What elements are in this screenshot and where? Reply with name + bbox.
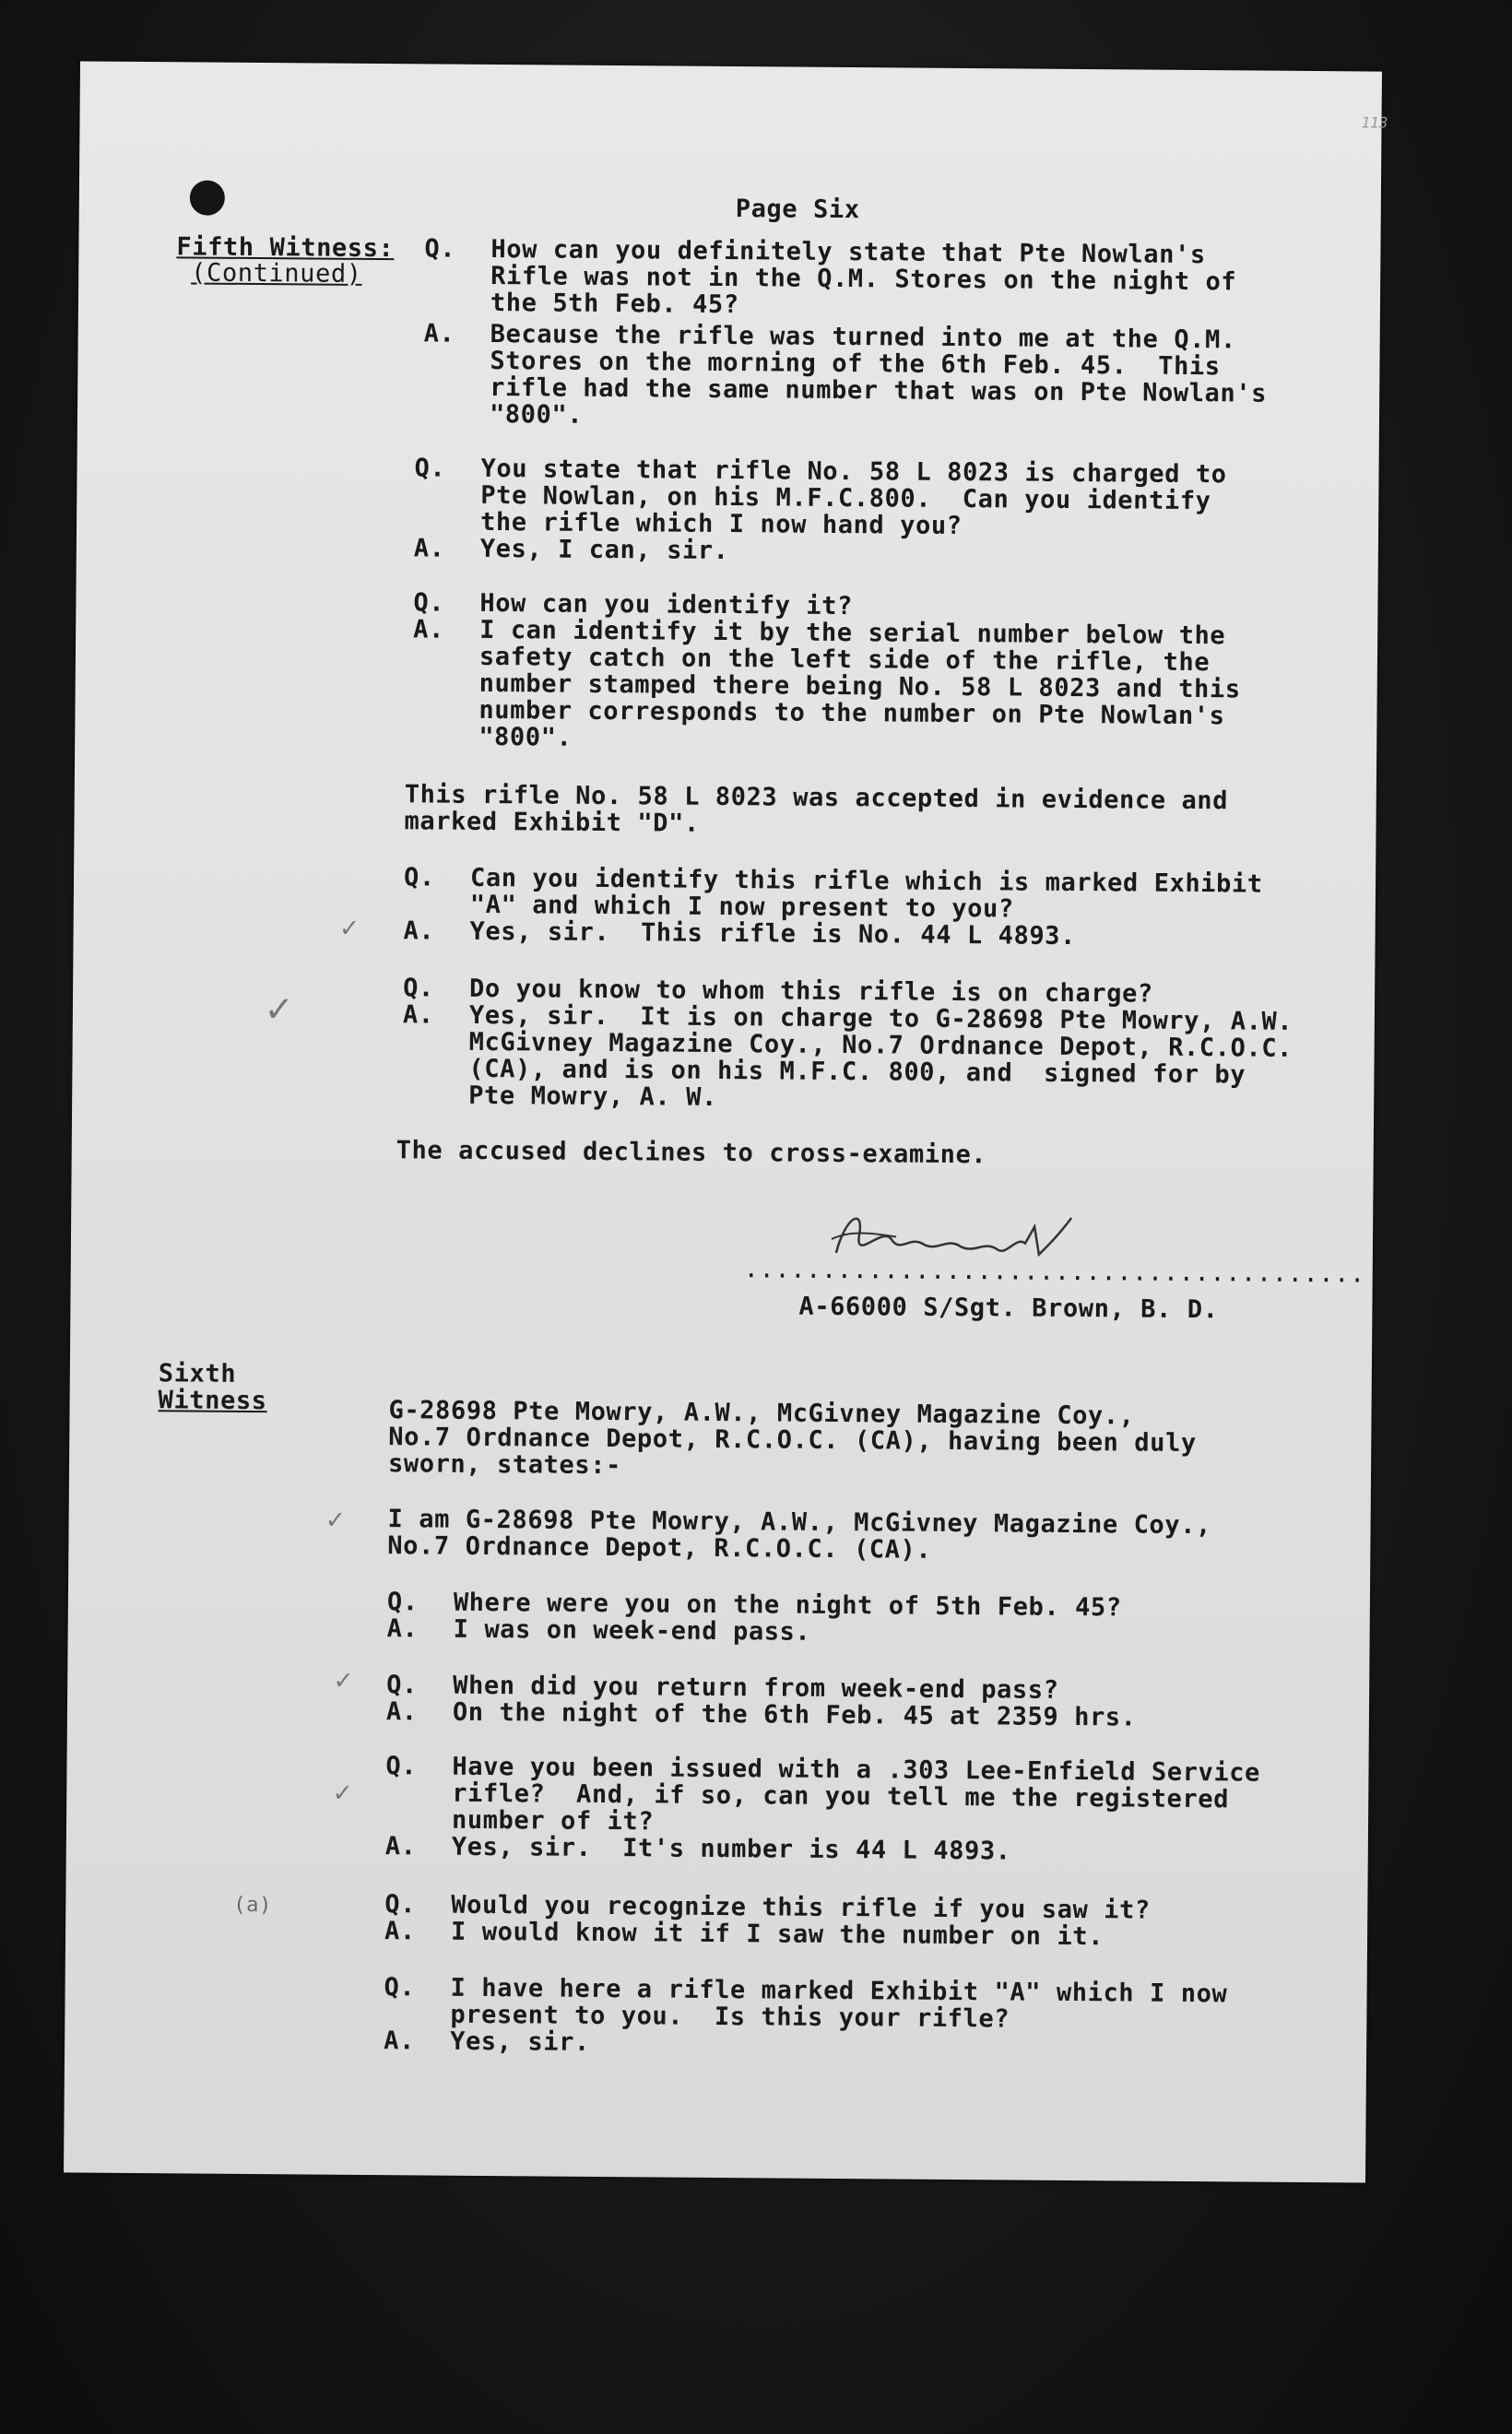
checkmark-icon: ✓ [266, 985, 291, 1033]
question-line: Would you recognize this rifle if you saw it? [451, 1890, 1151, 1925]
answer-line: On the night of the 6th Feb. 45 at 2359 hrs. [452, 1697, 1137, 1732]
sixth-witness-label: Witness [158, 1386, 267, 1416]
question-line: Rifle was not in the Q.M. Stores on the night of [490, 261, 1237, 297]
question-line: How can you definitely state that Pte Nowlan's [490, 234, 1206, 270]
q-marker: Q. [403, 974, 434, 1003]
question-line: Pte Nowlan, on his M.F.C.800. Can you identify [480, 480, 1211, 516]
checkmark-icon: ✓ [334, 1776, 351, 1809]
question-line: Do you know to whom this rifle is on charge? [469, 974, 1153, 1009]
signature-dots: ........................................ [743, 1255, 1366, 1289]
answer-line: Yes, I can, sir. [479, 534, 729, 566]
checkmark-icon: ✓ [326, 1503, 344, 1536]
answer-line: safety catch on the left side of the rifle, the [478, 642, 1211, 678]
answer-line: number stamped there being No. 58 L 8023 and this [478, 668, 1241, 704]
question-line: present to you. Is this your rifle? [450, 2000, 1010, 2034]
checkmark-icon: ✓ [335, 1663, 352, 1696]
answer-line: Pte Mowry, A. W. [468, 1081, 718, 1112]
checkmark-icon: ✓ [340, 911, 358, 944]
fifth-witness-continued: (Continued) [191, 258, 362, 289]
a-marker: A. [386, 1614, 419, 1644]
answer-line: rifle had the same number that was on Pte Nowlan's [490, 372, 1268, 408]
answer-line: I can identify it by the serial number below the [479, 615, 1226, 651]
a-marker: A. [403, 916, 435, 946]
answer-line: I was on week-end pass. [453, 1614, 811, 1647]
question-line: Have you been issued with a .303 Lee-Enfield Service [452, 1752, 1261, 1788]
question-line: "A" and which I now present to you? [469, 890, 1014, 924]
q-marker: Q. [384, 1890, 417, 1920]
answer-line: Yes, sir. It's number is 44 L 4893. [451, 1832, 1011, 1866]
a-marker: A. [384, 1917, 416, 1946]
witness-statement-line: No.7 Ordnance Depot, R.C.O.C. (CA). [387, 1531, 932, 1565]
answer-line: "800". [478, 722, 573, 752]
q-marker: Q. [386, 1588, 419, 1617]
a-marker: A. [413, 615, 445, 644]
declines-statement: The accused declines to cross-examine. [396, 1136, 987, 1170]
q-marker: Q. [385, 1752, 418, 1781]
answer-line: Because the rifle was turned into me at the Q.M. [490, 319, 1236, 355]
signature-name: A-66000 S/Sgt. Brown, B. D. [798, 1292, 1219, 1325]
a-marker: A. [423, 319, 455, 349]
question-line: rifle? And, if so, can you tell me the registered [452, 1778, 1230, 1814]
q-marker: Q. [384, 1973, 416, 2003]
answer-line: I would know it if I saw the number on it. [450, 1917, 1104, 1952]
page-title: Page Six [735, 195, 860, 225]
a-marker: A. [385, 1697, 418, 1727]
punch-hole [190, 180, 225, 215]
q-marker: Q. [413, 588, 445, 618]
a-marker: A. [384, 2026, 416, 2056]
page-corner-mark: 113 [1361, 113, 1388, 132]
q-marker: Q. [386, 1671, 419, 1700]
answer-line: Yes, sir. [450, 2026, 590, 2057]
answer-line: number corresponds to the number on Pte Nowlan's [478, 695, 1225, 731]
fifth-witness-label: Fifth Witness: [176, 232, 395, 264]
sixth-witness-label: Sixth [158, 1359, 237, 1388]
q-marker: Q. [403, 863, 435, 892]
evidence-note-line: This rifle No. 58 L 8023 was accepted in evidence and [404, 780, 1229, 816]
answer-line: "800". [489, 399, 584, 430]
margin-mark: (a) [233, 1893, 272, 1918]
question-line: Can you identify this rifle which is marked Exhibit [469, 863, 1263, 899]
question-line: Where were you on the night of 5th Feb. 45? [453, 1588, 1122, 1623]
question-line: You state that rifle No. 58 L 8023 is charged to [480, 454, 1227, 490]
witness-intro-line: G-28698 Pte Mowry, A.W., McGivney Magazine Coy., [388, 1396, 1135, 1431]
witness-intro-line: No.7 Ordnance Depot, R.C.O.C. (CA), having been duly [388, 1423, 1197, 1459]
answer-line: (CA), and is on his M.F.C. 800, and signed for by [468, 1054, 1246, 1090]
question-line: I have here a rifle marked Exhibit "A" which I now [450, 1973, 1228, 2009]
question-line: How can you identify it? [479, 588, 854, 621]
answer-line: Yes, sir. This rifle is No. 44 L 4893. [469, 916, 1077, 951]
a-marker: A. [413, 534, 445, 563]
evidence-note-line: marked Exhibit "D". [404, 807, 700, 838]
document-page [64, 61, 1388, 2182]
question-line: the rifle which I now hand you? [479, 507, 963, 541]
question-line: the 5th Feb. 45? [490, 288, 739, 320]
question-line: When did you return from week-end pass? [453, 1671, 1059, 1705]
a-marker: A. [384, 1832, 417, 1861]
witness-statement-line: I am G-28698 Pte Mowry, A.W., McGivney Magazine Coy., [387, 1505, 1212, 1541]
answer-line: Yes, sir. It is on charge to G-28698 Pte Mowry, A.W. [468, 1000, 1293, 1036]
answer-line: Stores on the morning of the 6th Feb. 45. This [490, 346, 1221, 382]
witness-intro-line: sworn, states:- [387, 1449, 622, 1481]
q-marker: Q. [414, 454, 446, 483]
a-marker: A. [402, 1000, 434, 1030]
q-marker: Q. [424, 234, 456, 264]
question-line: number of it? [451, 1805, 655, 1837]
answer-line: McGivney Magazine Coy., No.7 Ordnance Depot, R.C.O.C. [468, 1027, 1293, 1063]
